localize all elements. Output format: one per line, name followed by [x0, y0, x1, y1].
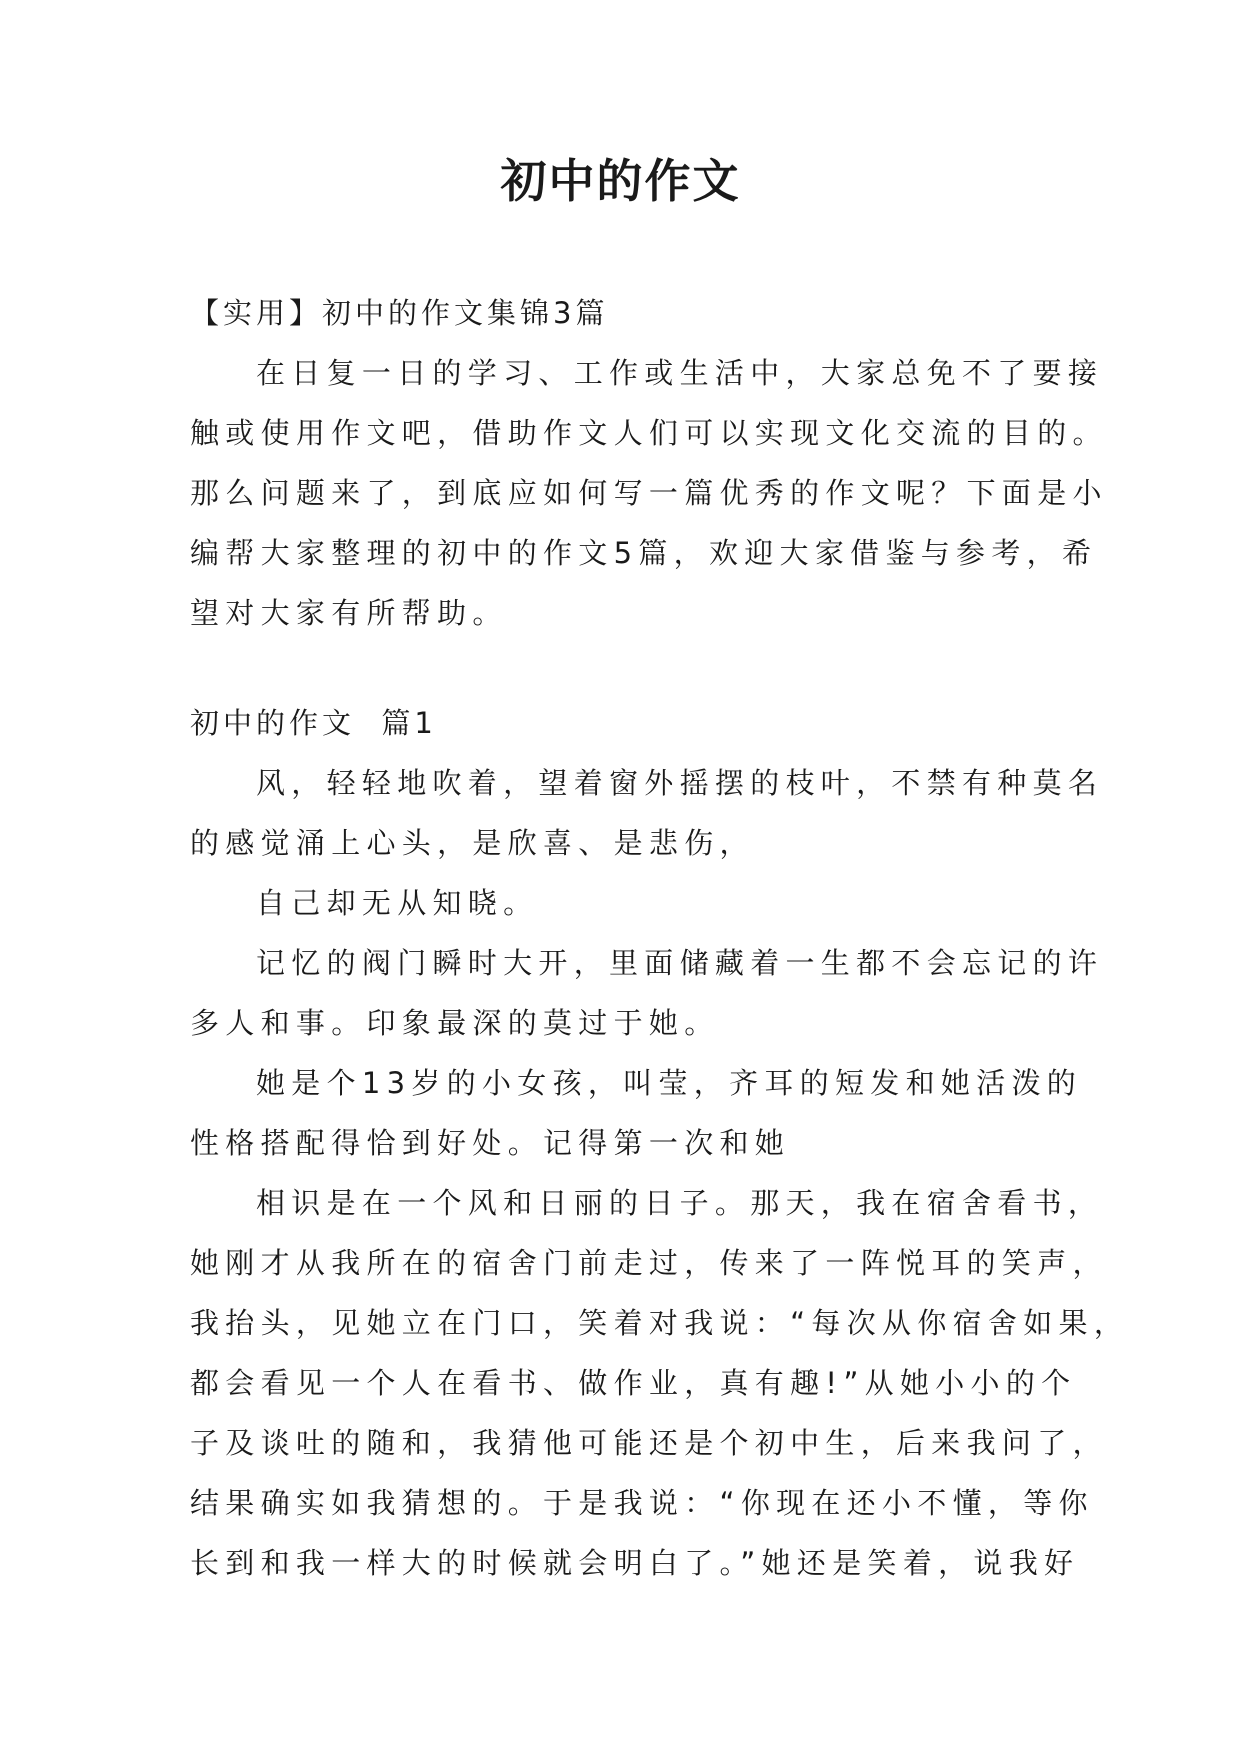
intro-line: 望对大家有所帮助。 [190, 596, 508, 630]
intro-line: 那么问题来了，到底应如何写一篇优秀的作文呢？下面是小 [190, 476, 1108, 510]
body-line: 性格搭配得恰到好处。记得第一次和她 [190, 1126, 791, 1160]
intro-line: 在日复一日的学习、工作或生活中，大家总免不了要接 [256, 356, 1104, 390]
body-line: 子及谈吐的随和，我猜他可能还是个初中生，后来我问了， [190, 1426, 1108, 1460]
intro-line: 触或使用作文吧，借助作文人们可以实现文化交流的目的。 [190, 416, 1108, 450]
body-line: 都会看见一个人在看书、做作业，真有趣!”从她小小的个 [190, 1366, 1077, 1400]
body-line: 自己却无从知晓。 [256, 886, 539, 920]
body-line: 风，轻轻地吹着，望着窗外摇摆的枝叶，不禁有种莫名 [256, 766, 1104, 800]
body-line: 我抬头，见她立在门口，笑着对我说：“每次从你宿舍如果， [190, 1306, 1130, 1340]
body-line: 记忆的阀门瞬时大开，里面储藏着一生都不会忘记的许 [256, 946, 1104, 980]
body-line: 的感觉涌上心头，是欣喜、是悲伤， [190, 826, 755, 860]
body-line: 相识是在一个风和日丽的日子。那天，我在宿舍看书， [256, 1186, 1104, 1220]
body-line: 多人和事。印象最深的莫过于她。 [190, 1006, 720, 1040]
body-line: 结果确实如我猜想的。于是我说：“你现在还小不懂，等你 [190, 1486, 1094, 1520]
document-subtitle: 【实用】初中的作文集锦3篇 [190, 296, 609, 330]
intro-line: 编帮大家整理的初中的作文5篇，欢迎大家借鉴与参考，希 [190, 536, 1098, 570]
body-line: 她是个13岁的小女孩，叫莹，齐耳的短发和她活泼的 [256, 1066, 1083, 1100]
section-heading: 初中的作文 篇1 [190, 706, 437, 740]
page-title: 初中的作文 [500, 154, 741, 208]
body-line: 长到和我一样大的时候就会明白了。”她还是笑着，说我好 [190, 1546, 1080, 1580]
body-line: 她刚才从我所在的宿舍门前走过，传来了一阵悦耳的笑声， [190, 1246, 1108, 1280]
